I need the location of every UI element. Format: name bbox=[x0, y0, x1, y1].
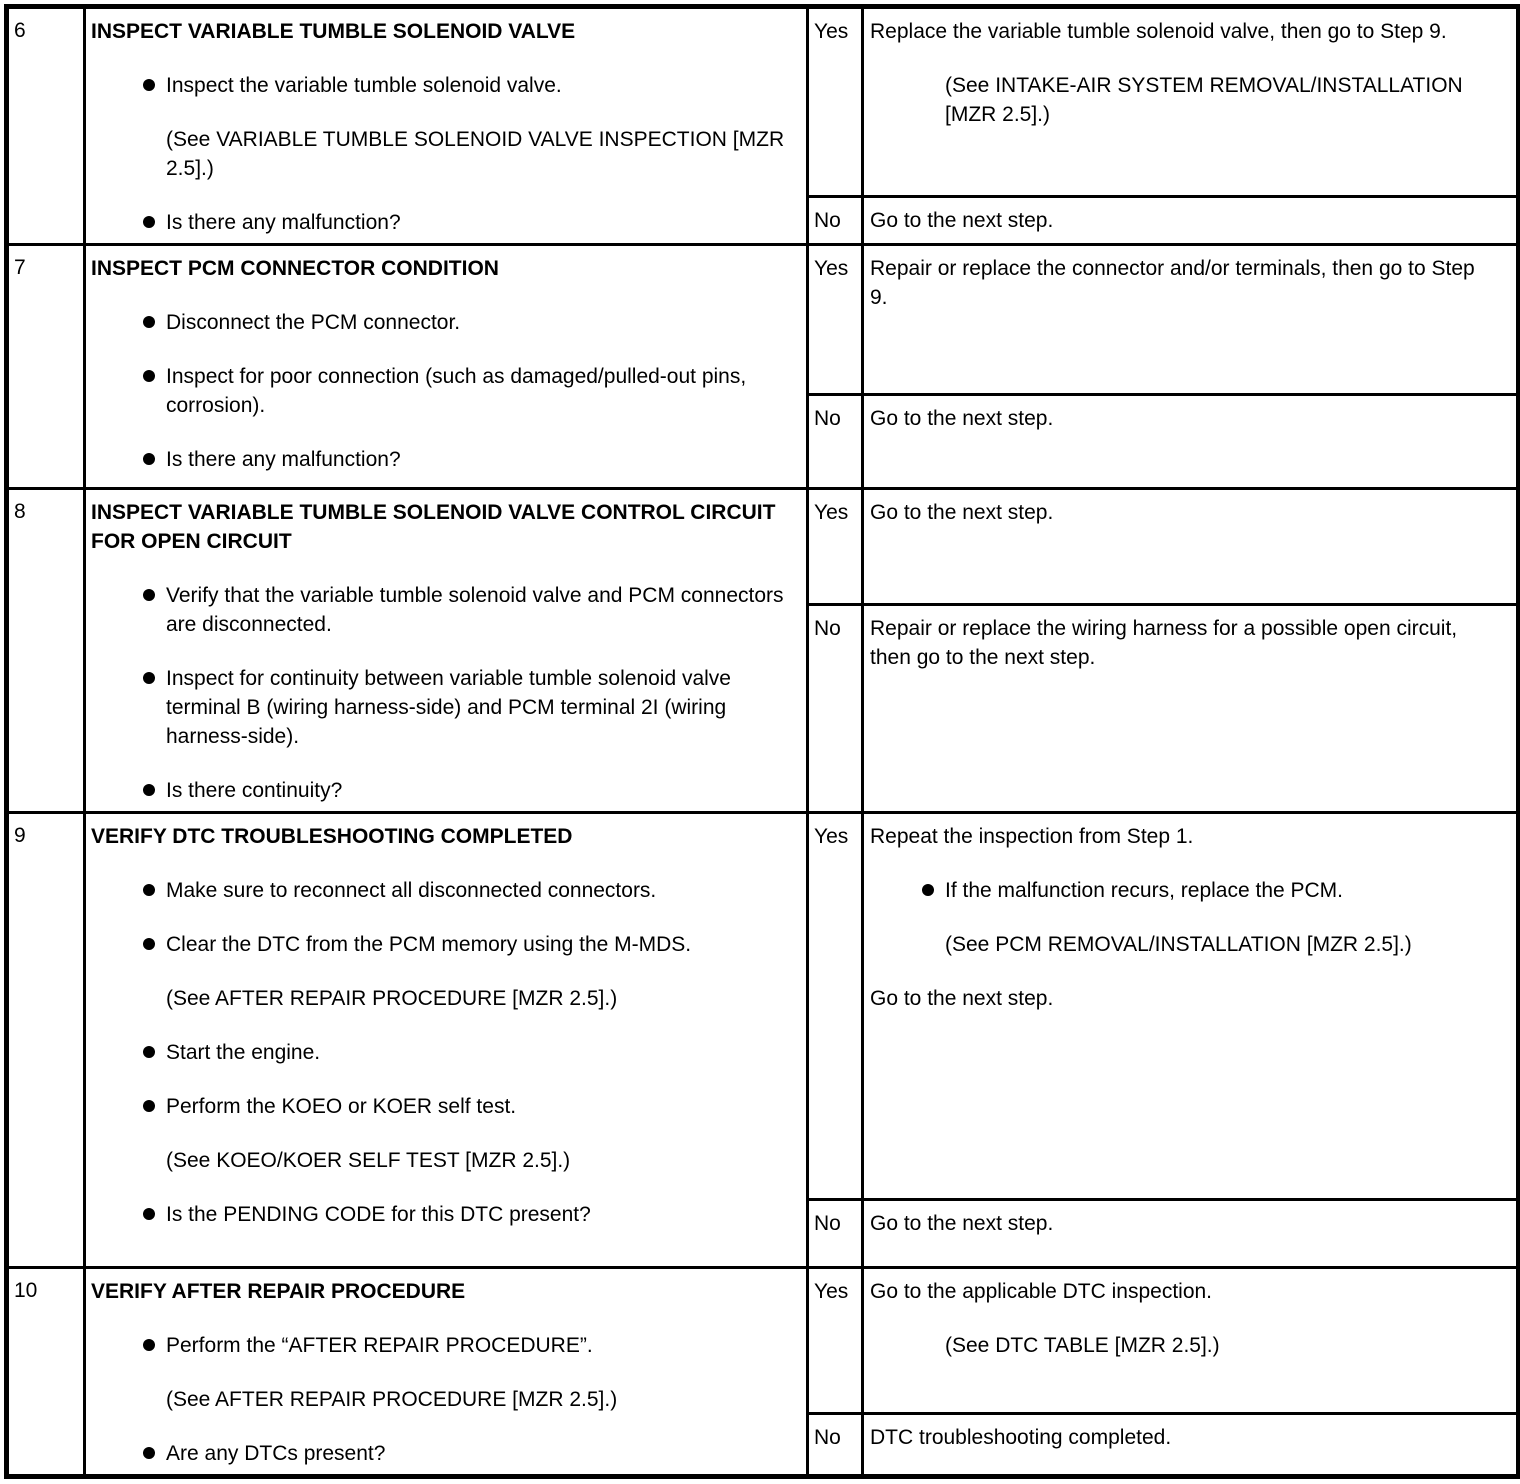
step-number-cell bbox=[7, 813, 85, 1268]
bullet-text: Make sure to reconnect all disconnected connectors. bbox=[166, 879, 657, 902]
yes-label: Yes bbox=[814, 1280, 849, 1303]
yes-action-cell bbox=[863, 489, 1519, 605]
yes-cell bbox=[808, 245, 863, 395]
bullet-icon bbox=[143, 216, 155, 228]
bullet-icon bbox=[143, 370, 155, 382]
see-reference-note: (See INTAKE-AIR SYSTEM REMOVAL/INSTALLATION [MZR 2.5].) bbox=[945, 74, 1463, 126]
see-reference-note: (See DTC TABLE [MZR 2.5].) bbox=[945, 1334, 1220, 1357]
step-title: VERIFY DTC TROUBLESHOOTING COMPLETED bbox=[91, 825, 573, 848]
action-paragraph: Repair or replace the wiring harness for a possible open circuit, then go to the next step. bbox=[870, 617, 1458, 669]
bullet-item bbox=[91, 362, 786, 420]
see-reference-note: (See AFTER REPAIR PROCEDURE [MZR 2.5].) bbox=[166, 987, 618, 1010]
bullet-icon bbox=[143, 1447, 155, 1459]
bullet-text: Is there continuity? bbox=[166, 779, 343, 802]
bullet-text: Start the engine. bbox=[166, 1041, 321, 1064]
step-7-yes-row bbox=[7, 245, 1519, 395]
see-reference-note: (See AFTER REPAIR PROCEDURE [MZR 2.5].) bbox=[166, 1388, 618, 1411]
yes-cell bbox=[808, 1268, 863, 1414]
yes-label: Yes bbox=[814, 501, 849, 524]
no-action-cell bbox=[863, 605, 1519, 813]
bullet-text: Verify that the variable tumble solenoid valve and PCM connectors are disconnected. bbox=[166, 584, 784, 636]
yes-cell bbox=[808, 7, 863, 197]
yes-cell bbox=[808, 489, 863, 605]
bullet-text: Is there any malfunction? bbox=[166, 448, 401, 471]
step-title: INSPECT VARIABLE TUMBLE SOLENOID VALVE CONTROL CIRCUIT FOR OPEN CIRCUIT bbox=[91, 501, 776, 553]
no-action-cell bbox=[863, 197, 1519, 245]
step-10-yes-row bbox=[7, 1268, 1519, 1414]
action-paragraph: Repeat the inspection from Step 1. bbox=[870, 825, 1194, 848]
step-title: VERIFY AFTER REPAIR PROCEDURE bbox=[91, 1280, 466, 1303]
bullet-icon bbox=[143, 79, 155, 91]
yes-action-cell bbox=[863, 1268, 1519, 1414]
bullet-text: Is the PENDING CODE for this DTC present? bbox=[166, 1203, 591, 1226]
action-paragraph: Go to the next step. bbox=[870, 407, 1054, 430]
action-paragraph: Go to the next step. bbox=[870, 209, 1054, 232]
no-label: No bbox=[814, 407, 841, 430]
inspection-cell bbox=[85, 1268, 808, 1477]
step-6-yes-row bbox=[7, 7, 1519, 197]
bullet-item bbox=[91, 208, 786, 237]
yes-label: Yes bbox=[814, 20, 849, 43]
step-number: 7 bbox=[14, 256, 26, 279]
bullet-icon bbox=[143, 784, 155, 796]
step-number: 10 bbox=[14, 1279, 38, 1302]
see-reference-note: (See PCM REMOVAL/INSTALLATION [MZR 2.5].) bbox=[945, 933, 1412, 956]
bullet-text: Perform the KOEO or KOER self test. bbox=[166, 1095, 517, 1118]
bullet-icon bbox=[143, 672, 155, 684]
step-number-cell bbox=[7, 489, 85, 813]
step-8-yes-row bbox=[7, 489, 1519, 605]
bullet-item bbox=[91, 581, 786, 639]
bullet-item bbox=[91, 1331, 786, 1360]
bullet-icon bbox=[143, 1100, 155, 1112]
bullet-text: Inspect for poor connection (such as damaged/pulled-out pins, corrosion). bbox=[166, 365, 747, 417]
bullet-item bbox=[91, 71, 786, 100]
bullet-icon bbox=[143, 316, 155, 328]
bullet-icon bbox=[922, 884, 934, 896]
see-reference-note: (See VARIABLE TUMBLE SOLENOID VALVE INSPECTION [MZR 2.5].) bbox=[166, 128, 785, 180]
bullet-icon bbox=[143, 1046, 155, 1058]
no-label: No bbox=[814, 209, 841, 232]
bullet-text: If the malfunction recurs, replace the PCM. bbox=[945, 879, 1344, 902]
bullet-text: Disconnect the PCM connector. bbox=[166, 311, 461, 334]
bullet-icon bbox=[143, 938, 155, 950]
step-number: 6 bbox=[14, 19, 26, 42]
inspection-cell bbox=[85, 813, 808, 1268]
no-cell bbox=[808, 1200, 863, 1268]
no-cell bbox=[808, 197, 863, 245]
bullet-item bbox=[91, 1200, 786, 1229]
bullet-text: Is there any malfunction? bbox=[166, 211, 401, 234]
no-cell bbox=[808, 395, 863, 489]
bullet-icon bbox=[143, 589, 155, 601]
bullet-icon bbox=[143, 1339, 155, 1351]
step-9-yes-row bbox=[7, 813, 1519, 1200]
yes-action-cell bbox=[863, 813, 1519, 1200]
action-paragraph: Go to the next step. bbox=[870, 1212, 1054, 1235]
bullet-item bbox=[91, 445, 786, 474]
inspection-cell bbox=[85, 245, 808, 489]
yes-label: Yes bbox=[814, 825, 849, 848]
bullet-icon bbox=[143, 884, 155, 896]
no-action-cell bbox=[863, 1414, 1519, 1477]
bullet-icon bbox=[143, 1208, 155, 1220]
inspection-cell bbox=[85, 7, 808, 245]
bullet-text: Inspect for continuity between variable tumble solenoid valve terminal B (wiring harness-side) and PCM terminal 2I (wiring harness-side). bbox=[166, 667, 731, 748]
bullet-text: Are any DTCs present? bbox=[166, 1442, 386, 1465]
see-reference-note: (See KOEO/KOER SELF TEST [MZR 2.5].) bbox=[166, 1149, 571, 1172]
bullet-item bbox=[91, 308, 786, 337]
yes-label: Yes bbox=[814, 257, 849, 280]
no-cell bbox=[808, 1414, 863, 1477]
no-label: No bbox=[814, 1426, 841, 1450]
step-number-cell bbox=[7, 7, 85, 245]
bullet-item bbox=[91, 876, 786, 905]
yes-action-cell bbox=[863, 245, 1519, 395]
no-cell bbox=[808, 605, 863, 813]
bullet-item bbox=[91, 1092, 786, 1121]
yes-cell bbox=[808, 813, 863, 1200]
action-paragraph: Repair or replace the connector and/or terminals, then go to Step 9. bbox=[870, 257, 1475, 309]
step-number-cell bbox=[7, 1268, 85, 1477]
bullet-item bbox=[91, 776, 786, 805]
bullet-item bbox=[870, 876, 1486, 905]
action-paragraph: Replace the variable tumble solenoid valve, then go to Step 9. bbox=[870, 20, 1447, 43]
dtc-troubleshooting-table bbox=[4, 4, 1520, 1479]
step-title: INSPECT PCM CONNECTOR CONDITION bbox=[91, 257, 499, 280]
bullet-text: Inspect the variable tumble solenoid valve. bbox=[166, 74, 562, 97]
no-action-cell bbox=[863, 1200, 1519, 1268]
bullet-item bbox=[91, 1038, 786, 1067]
action-paragraph: DTC troubleshooting completed. bbox=[870, 1426, 1172, 1450]
action-paragraph: Go to the next step. bbox=[870, 501, 1054, 524]
bullet-text: Clear the DTC from the PCM memory using the M-MDS. bbox=[166, 933, 692, 956]
no-action-cell bbox=[863, 395, 1519, 489]
bullet-text: Perform the “AFTER REPAIR PROCEDURE”. bbox=[166, 1334, 593, 1357]
step-title: INSPECT VARIABLE TUMBLE SOLENOID VALVE bbox=[91, 20, 576, 43]
step-number: 9 bbox=[14, 824, 26, 847]
bullet-item bbox=[91, 1439, 786, 1468]
action-paragraph: Go to the applicable DTC inspection. bbox=[870, 1280, 1213, 1303]
no-label: No bbox=[814, 617, 841, 640]
yes-action-cell bbox=[863, 7, 1519, 197]
no-label: No bbox=[814, 1212, 841, 1235]
bullet-icon bbox=[143, 453, 155, 465]
bullet-item bbox=[91, 664, 786, 751]
step-number-cell bbox=[7, 245, 85, 489]
inspection-cell bbox=[85, 489, 808, 813]
action-paragraph: Go to the next step. bbox=[870, 987, 1054, 1010]
bullet-item bbox=[91, 930, 786, 959]
step-number: 8 bbox=[14, 500, 26, 523]
